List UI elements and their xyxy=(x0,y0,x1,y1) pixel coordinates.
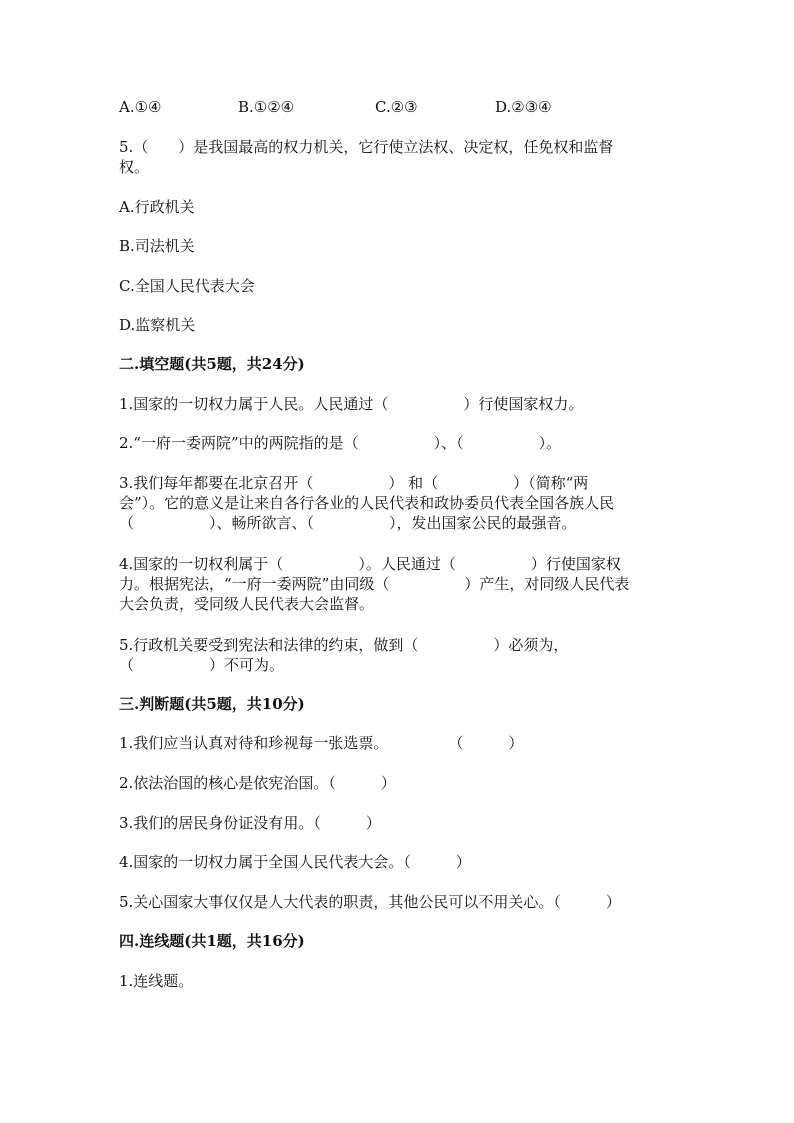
fill-q3-line3: （ ）、畅所欲言、（ ），发出国家公民的最强音。 xyxy=(119,514,577,532)
option-a: A.①④ xyxy=(119,98,162,116)
fill-q3-line2: 会”）。它的意义是让来自各行各业的人民代表和政协委员代表全国各族人民 xyxy=(119,494,615,512)
tf-q4: 4.国家的一切权力属于全国人民代表大会。（ ） xyxy=(119,853,471,871)
q5-option-c: C.全国人民代表大会 xyxy=(119,277,255,295)
section-title-fill-in: 二.填空题(共5题，共24分) xyxy=(119,355,305,373)
option-c: C.②③ xyxy=(375,98,418,116)
option-d: D.②③④ xyxy=(495,98,552,116)
fill-q2: 2.“一府一委两院”中的两院指的是（ ）、（ ）。 xyxy=(119,434,562,452)
fill-q4-line1: 4.国家的一切权利属于（ ）。人民通过（ ）行使国家权 xyxy=(119,555,621,573)
tf-q1: 1.我们应当认真对待和珍视每一张选票。 （ ） xyxy=(119,734,524,752)
fill-q4-line2: 力。根据宪法，“一府一委两院”由同级（ ）产生，对同级人民代表 xyxy=(119,575,630,593)
q5-option-d: D.监察机关 xyxy=(119,316,196,334)
section-title-true-false: 三.判断题(共5题，共10分) xyxy=(119,695,305,713)
section-title-matching: 四.连线题(共1题，共16分) xyxy=(119,932,305,950)
q5-option-b: B.司法机关 xyxy=(119,237,195,255)
q5-text-line2: 权。 xyxy=(119,158,150,176)
fill-q1: 1.国家的一切权力属于人民。人民通过（ ）行使国家权力。 xyxy=(119,395,584,413)
tf-q2: 2.依法治国的核心是依宪治国。（ ） xyxy=(119,774,396,792)
q5-option-a: A.行政机关 xyxy=(119,198,195,216)
fill-q4-line3: 大会负责，受同级人民代表大会监督。 xyxy=(119,595,375,613)
fill-q5-line2: （ ）不可为。 xyxy=(119,656,285,674)
q5-text-line1: 5.（ ）是我国最高的权力机关，它行使立法权、决定权，任免权和监督 xyxy=(119,138,614,156)
tf-q3: 3.我们的居民身份证没有用。（ ） xyxy=(119,814,381,832)
fill-q3-line1: 3.我们每年都要在北京召开（ ） 和（ ）（简称“两 xyxy=(119,474,589,492)
matching-q1: 1.连线题。 xyxy=(119,972,194,990)
tf-q5: 5.关心国家大事仅仅是人大代表的职责，其他公民可以不用关心。（ ） xyxy=(119,893,621,911)
option-b: B.①②④ xyxy=(238,98,295,116)
fill-q5-line1: 5.行政机关要受到宪法和法律的约束，做到（ ）必须为， xyxy=(119,636,569,654)
